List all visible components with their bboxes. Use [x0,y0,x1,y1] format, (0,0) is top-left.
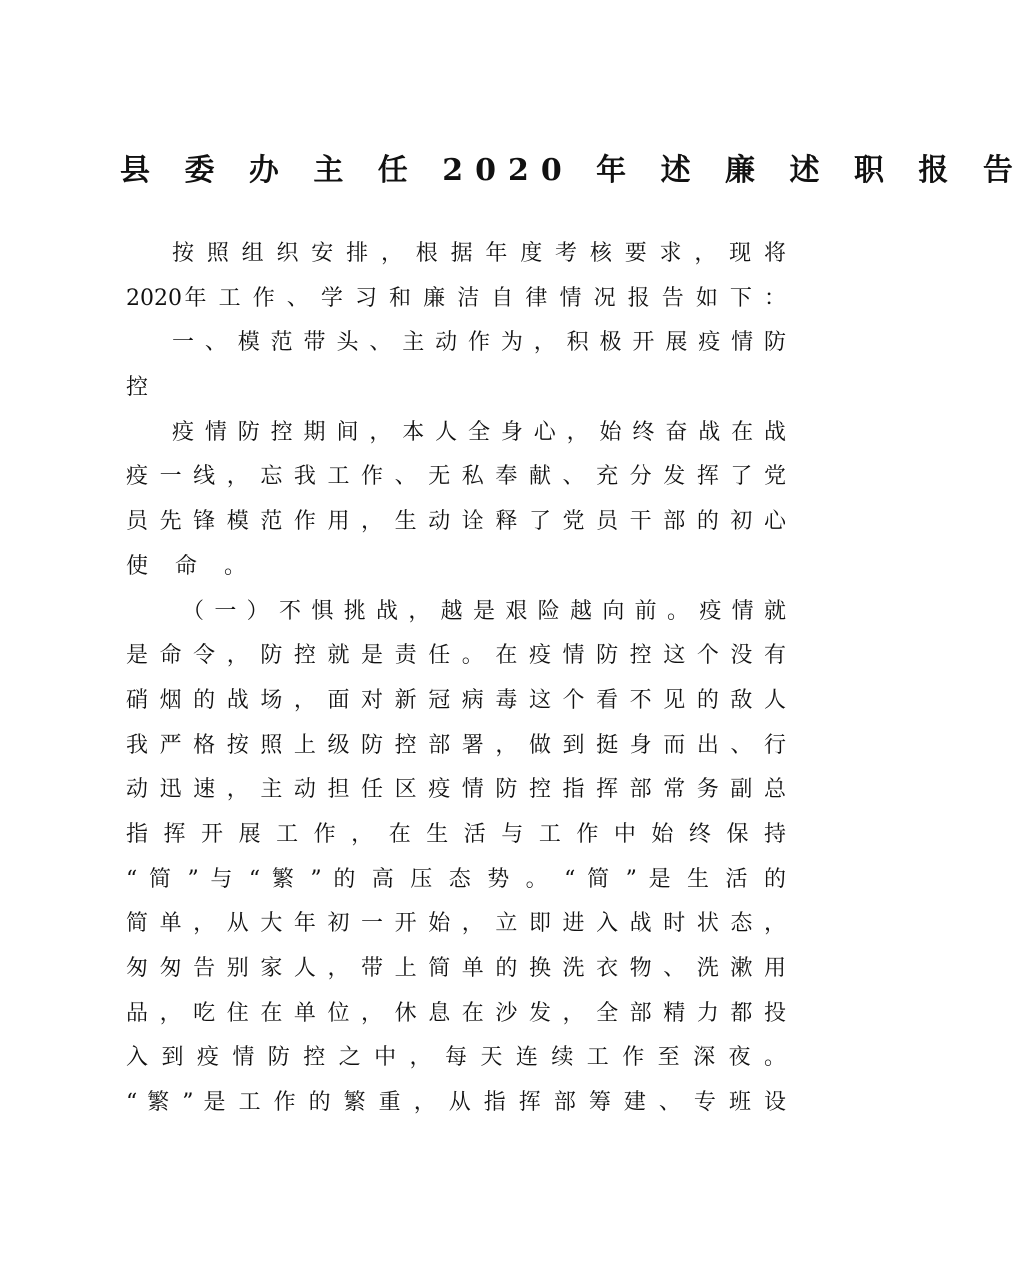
paragraph-line: 2020年 工 作 、 学 习 和 廉 洁 自 律 情 况 报 告 如 下 ： [126,285,786,311]
paragraph-line: 疫 一 线 ， 忘 我 工 作 、 无 私 奉 献 、 充 分 发 挥 了 党 [126,464,786,490]
paragraph-line: （ 一 ） 不 惧 挑 战 ， 越 是 艰 险 越 向 前 。 疫 情 就 [182,598,786,624]
document-title: 县 委 办 主 任 2020 年 述 廉 述 职 报 告 [120,153,1025,188]
paragraph-line: 使 命 。 [126,553,256,579]
paragraph-line: 简 单 ， 从 大 年 初 一 开 始 ， 立 即 进 入 战 时 状 态 ， [126,911,786,937]
section-heading-line: 一 、 模 范 带 头 、 主 动 作 为 ， 积 极 开 展 疫 情 防 [172,330,786,356]
paragraph-line: “ 繁 ” 是 工 作 的 繁 重 ， 从 指 挥 部 筹 建 、 专 班 设 [126,1090,786,1116]
paragraph-line: 硝 烟 的 战 场 ， 面 对 新 冠 病 毒 这 个 看 不 见 的 敌 人 [126,687,786,713]
paragraph-line: 是 命 令 ， 防 控 就 是 责 任 。 在 疫 情 防 控 这 个 没 有 [126,643,786,669]
paragraph-line: 疫 情 防 控 期 间 ， 本 人 全 身 心 ， 始 终 奋 战 在 战 [172,419,786,445]
paragraph-line: 动 迅 速 ， 主 动 担 任 区 疫 情 防 控 指 挥 部 常 务 副 总 [126,777,786,803]
paragraph-line: 按 照 组 织 安 排 ， 根 据 年 度 考 核 要 求 ， 现 将 [172,241,786,266]
document-body [126,232,786,1126]
section-heading-line: 控 [126,375,159,401]
paragraph-line: “ 简 ” 与 “ 繁 ” 的 高 压 态 势 。 “ 简 ” 是 生 活 的 [126,866,786,892]
paragraph-line: 指 挥 开 展 工 作 ， 在 生 活 与 工 作 中 始 终 保 持 [126,821,786,847]
paragraph-line: 入 到 疫 情 防 控 之 中 ， 每 天 连 续 工 作 至 深 夜 。 [126,1045,786,1071]
paragraph-line: 匆 匆 告 别 家 人 ， 带 上 简 单 的 换 洗 衣 物 、 洗 漱 用 [126,956,786,981]
paragraph-line: 品 ， 吃 住 在 单 位 ， 休 息 在 沙 发 ， 全 部 精 力 都 投 [126,1000,786,1026]
paragraph-line: 员 先 锋 模 范 作 用 ， 生 动 诠 释 了 党 员 干 部 的 初 心 [126,509,786,535]
paragraph-line: 我 严 格 按 照 上 级 防 控 部 署 ， 做 到 挺 身 而 出 、 行 [126,732,786,758]
